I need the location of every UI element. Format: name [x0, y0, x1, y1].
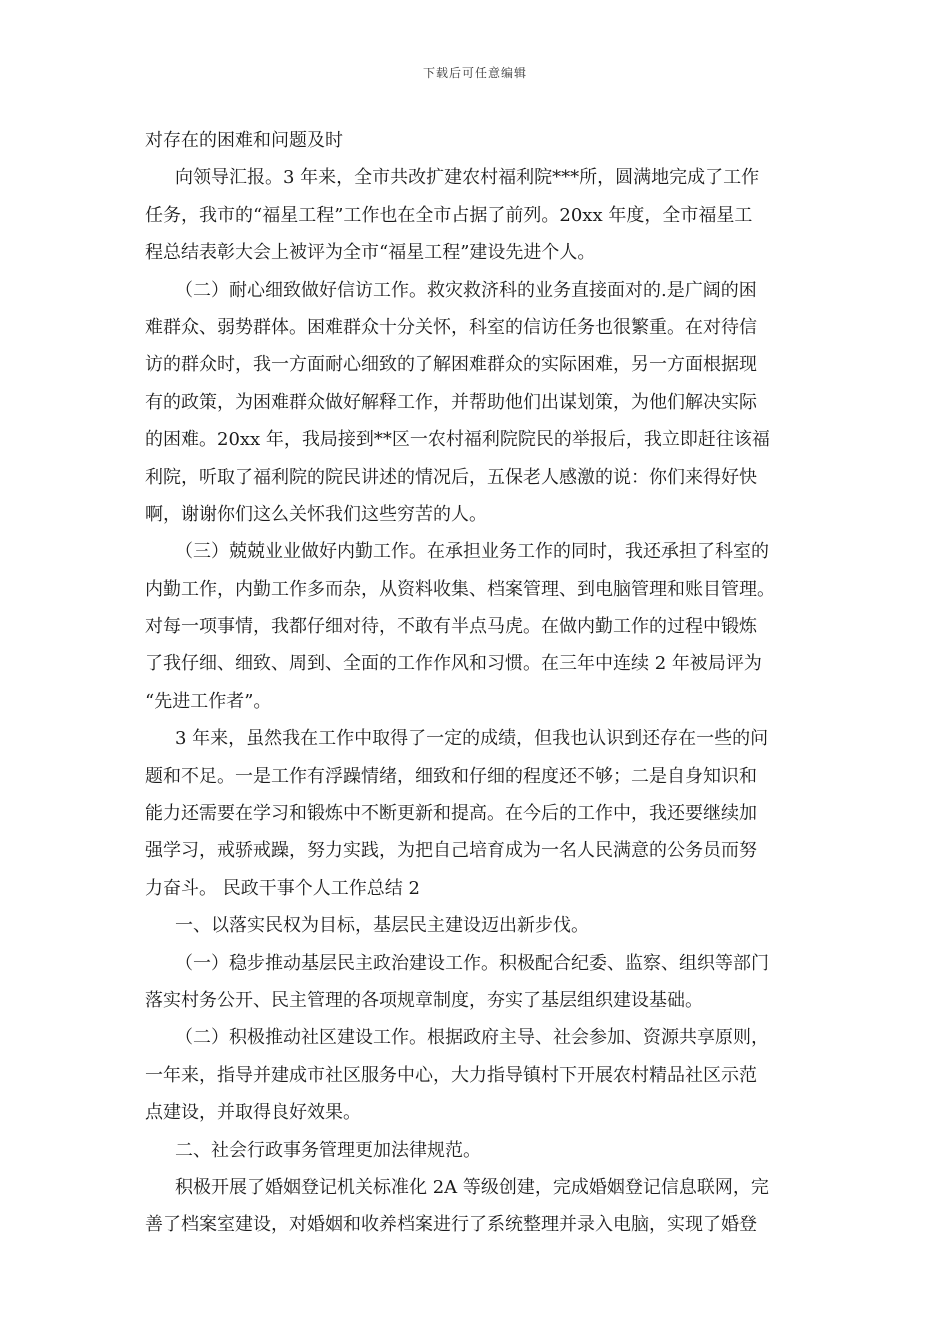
text-line: “先进工作者”。	[145, 690, 272, 712]
text-line: 一年来，指导并建成市社区服务中心，大力指导镇村下开展农村精品社区示范	[145, 1064, 757, 1086]
text-line: （三）兢兢业业做好内勤工作。在承担业务工作的同时，我还承担了科室的	[175, 541, 769, 563]
text-line: 任务，我市的“福星工程”工作也在全市占据了前列。20xx 年度，全市福星工	[145, 204, 753, 226]
text-line: 访的群众时，我一方面耐心细致的了解困难群众的实际困难，另一方面根据现	[145, 354, 757, 376]
text-line: 对每一项事情，我都仔细对待，不敢有半点马虎。在做内勤工作的过程中锻炼	[145, 616, 757, 638]
page-header: 下载后可任意编辑	[422, 66, 527, 80]
text-line: 了我仔细、细致、周到、全面的工作作风和习惯。在三年中连续 2 年被局评为	[145, 653, 762, 675]
text-line: 利院，听取了福利院的院民讲述的情况后，五保老人感激的说：你们来得好快	[145, 466, 757, 488]
text-line: 善了档案室建设，对婚姻和收养档案进行了系统整理并录入电脑，实现了婚登	[145, 1214, 757, 1236]
text-line: 一、以落实民权为目标，基层民主建设迈出新步伐。	[175, 915, 589, 937]
text-line: 啊，谢谢你们这么关怀我们这些穷苦的人。	[145, 503, 487, 525]
text-line: （二）积极推动社区建设工作。根据政府主导、社会参加、资源共享原则，	[175, 1027, 769, 1049]
document-body	[145, 122, 810, 1244]
text-line: 点建设，并取得良好效果。	[145, 1102, 361, 1124]
text-line: 力奋斗。 民政干事个人工作总结 2	[145, 877, 420, 899]
text-line: 内勤工作，内勤工作多而杂，从资料收集、档案管理、到电脑管理和账目管理。	[145, 578, 775, 600]
text-line: （二）耐心细致做好信访工作。救灾救济科的业务直接面对的.是广阔的困	[175, 279, 757, 301]
text-line: 二、社会行政事务管理更加法律规范。	[175, 1139, 481, 1161]
text-line: 强学习，戒骄戒躁，努力实践，为把自己培育成为一名人民满意的公务员而努	[145, 840, 757, 862]
text-line: 落实村务公开、民主管理的各项规章制度，夯实了基层组织建设基础。	[145, 989, 703, 1011]
text-line: 题和不足。一是工作有浮躁情绪，细致和仔细的程度还不够；二是自身知识和	[145, 765, 757, 787]
text-line: 程总结表彰大会上被评为全市“福星工程”建设先进个人。	[145, 242, 596, 264]
text-line: 的困难。20xx 年，我局接到**区一农村福利院院民的举报后，我立即赶往该福	[145, 429, 770, 451]
text-line: 能力还需要在学习和锻炼中不断更新和提高。在今后的工作中，我还要继续加	[145, 803, 757, 825]
text-line: 对存在的困难和问题及时	[145, 130, 343, 151]
text-line: 有的政策，为困难群众做好解释工作，并帮助他们出谋划策，为他们解决实际	[145, 391, 757, 413]
text-line: 难群众、弱势群体。困难群众十分关怀，科室的信访任务也很繁重。在对待信	[145, 316, 757, 338]
text-line: 向领导汇报。3 年来，全市共改扩建农村福利院***所，圆满地完成了工作	[175, 167, 760, 189]
text-line: 3 年来，虽然我在工作中取得了一定的成绩，但我也认识到还存在一些的问	[175, 728, 769, 750]
text-line: （一）稳步推动基层民主政治建设工作。积极配合纪委、监察、组织等部门	[175, 952, 769, 974]
text-line: 积极开展了婚姻登记机关标准化 2A 等级创建，完成婚姻登记信息联网，完	[175, 1176, 769, 1198]
